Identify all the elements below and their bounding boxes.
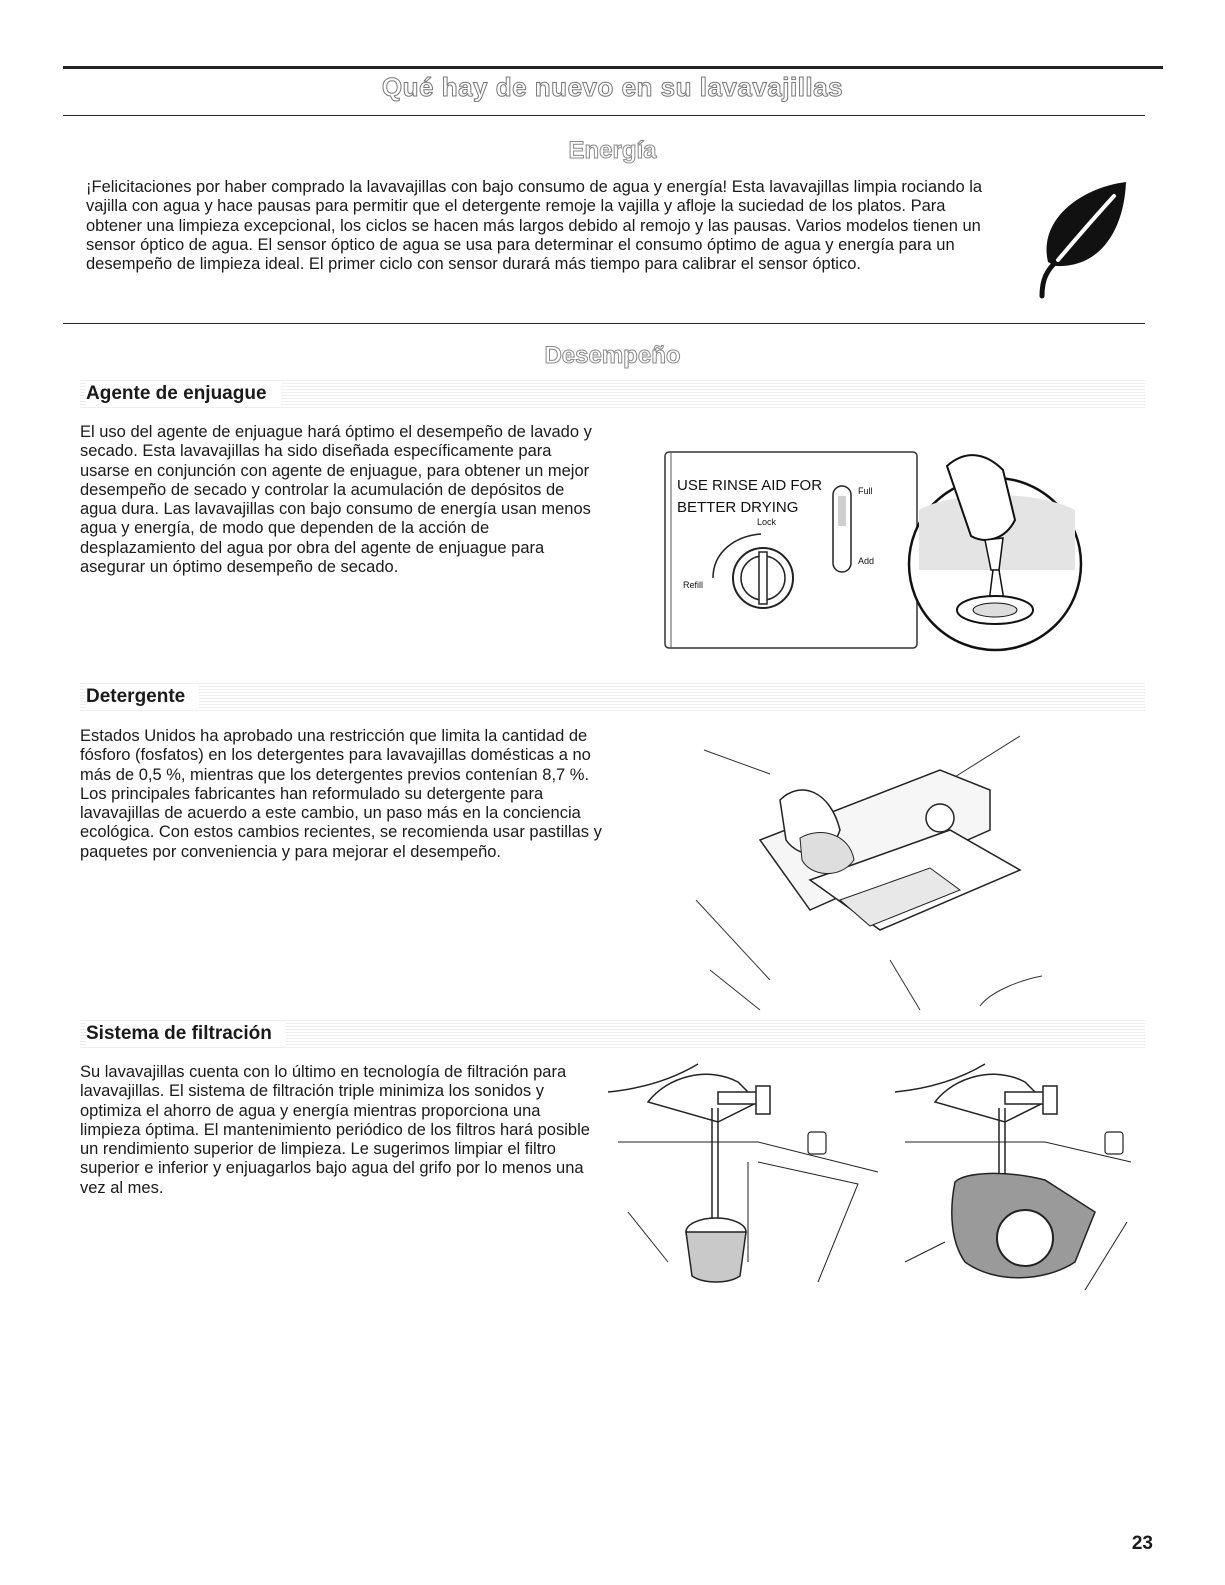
leaf-icon (1030, 180, 1130, 300)
subheading-band-detergente (80, 683, 1145, 713)
energia-paragraph: ¡Felicitaciones por haber comprado la lavavajillas con bajo consumo de agua y energía! Esta lavavajillas limpia rociando la vajilla con agua y hace pausas para permitir que el detergente remoje la vajilla y afloje la suciedad de los platos. Para obtener una limpieza excepcional, los ciclos se hacen más largos debido al remojo y las pausas. Varios modelos tienen un sensor óptico de agua. El sensor óptico de agua se usa para determinar el consumo óptimo de agua y energía para un desempeño de limpieza ideal. El primer ciclo con sensor durará más tiempo para calibrar el sensor óptico. (86, 178, 983, 274)
agente-paragraph: El uso del agente de enjuague hará óptimo el desempeño de lavado y secado. Esta lavavajillas ha sido diseñada específicamente para usarse en conjunción con agente de enjuague, para obtener un mejor desempeño de secado y controlar la acumulación de depósitos de agua dura. Las lavavajillas con bajo consumo de energía usan menos agua y energía, de modo que dependen de la acción de desplazamiento del agua por obra del agente de enjuague para asegurar un óptimo desempeño de secado. (80, 423, 592, 577)
subheading-agente: Agente de enjuague (86, 383, 281, 405)
rinse-label-line2: BETTER DRYING (677, 499, 799, 516)
title-underline (63, 115, 1145, 116)
subheading-band-agente (80, 380, 1145, 410)
refill-label: Refill (683, 580, 704, 590)
section-title-desempeno: Desempeño (544, 342, 681, 369)
top-rule (63, 66, 1163, 69)
page-number: 23 (1131, 1533, 1153, 1554)
subheading-band-filtracion (80, 1020, 1145, 1050)
lock-label: Lock (757, 517, 777, 527)
add-label: Add (858, 556, 875, 566)
filter-rinse-illustration-left (608, 1062, 888, 1292)
filtracion-paragraph: Su lavavajillas cuenta con lo último en tecnología de filtración para lavavajillas. El sistema de filtración triple minimiza los sonidos y optimiza el ahorro de agua y energía mientras proporciona una limpieza óptima. El mantenimiento periódico de los filtros hará posible un rendimiento superior de limpieza. Le sugerimos limpiar el filtro superior e inferior y enjuagarlos bajo agua del grifo por lo menos una vez al mes. (80, 1063, 590, 1197)
rinse-aid-dispenser-illustration (655, 440, 1115, 660)
section-divider (63, 323, 1145, 324)
subheading-filtracion: Sistema de filtración (86, 1023, 286, 1045)
detergent-dispenser-illustration (690, 730, 1050, 1020)
page-title: Qué hay de nuevo en su lavavajillas (381, 72, 844, 102)
filter-rinse-illustration-right (895, 1062, 1135, 1292)
full-label: Full (858, 486, 873, 496)
detergente-paragraph: Estados Unidos ha aprobado una restricción que limita la cantidad de fósforo (fosfatos) en los detergentes para lavavajillas domésticas a no más de 0,5 %, mientras que los detergentes previos contenían 8,7 %. Los principales fabricantes han reformulado su detergente para lavavajillas de acuerdo a este cambio, un paso más en la conciencia ecológica. Con estos cambios recientes, se recomienda usar pastillas y paquetes por conveniencia y para mejorar el desempeño. (80, 727, 602, 861)
rinse-label-line1: USE RINSE AID FOR (677, 477, 823, 494)
section-title-energia: Energía (568, 137, 657, 164)
subheading-detergente: Detergente (86, 686, 199, 708)
